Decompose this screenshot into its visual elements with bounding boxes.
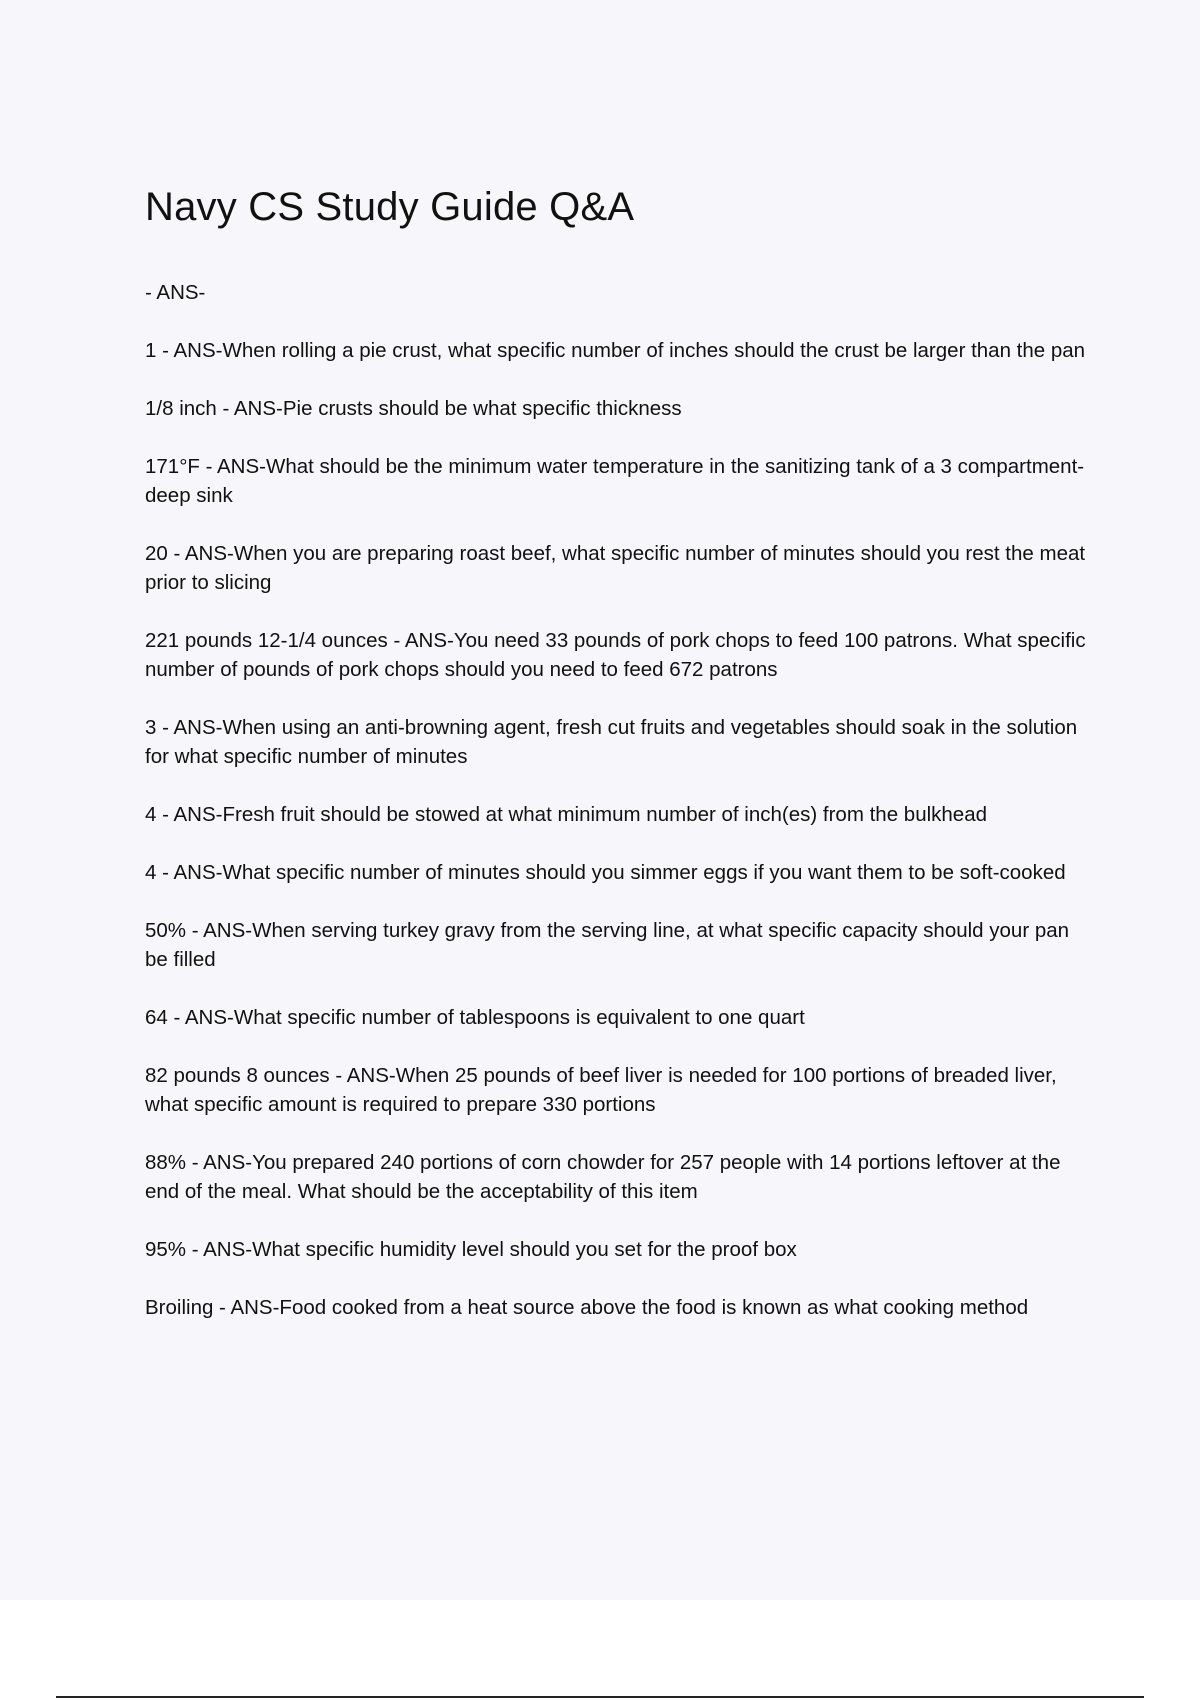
qa-item: 4 - ANS-What specific number of minutes should you simmer eggs if you want them to be soft-cooked	[145, 861, 1066, 884]
qa-item: 1/8 inch - ANS-Pie crusts should be what specific thickness	[145, 397, 682, 420]
qa-item: 64 - ANS-What specific number of tablespoons is equivalent to one quart	[145, 1006, 805, 1029]
qa-item: 82 pounds 8 ounces - ANS-When 25 pounds of beef liver is needed for 100 portions of breaded liver, what specific amount is required to prepare 330 portions	[145, 1064, 1057, 1116]
qa-item: - ANS-	[145, 281, 206, 304]
qa-item: 95% - ANS-What specific humidity level should you set for the proof box	[145, 1238, 797, 1261]
qa-item: 171°F - ANS-What should be the minimum water temperature in the sanitizing tank of a 3 compartment-deep sink	[145, 455, 1085, 507]
qa-item: 221 pounds 12-1/4 ounces - ANS-You need 33 pounds of pork chops to feed 100 patrons. What specific number of pounds of pork chops should you need to feed 672 patrons	[145, 629, 1086, 681]
qa-item: 3 - ANS-When using an anti-browning agent, fresh cut fruits and vegetables should soak in the solution for what specific number of minutes	[145, 716, 1078, 768]
qa-item: 50% - ANS-When serving turkey gravy from the serving line, at what specific capacity should your pan be filled	[145, 919, 1070, 971]
qa-item: Broiling - ANS-Food cooked from a heat source above the food is known as what cooking method	[145, 1296, 1029, 1319]
qa-list	[145, 278, 1095, 1351]
qa-item: 4 - ANS-Fresh fruit should be stowed at what minimum number of inch(es) from the bulkhead	[145, 803, 988, 826]
qa-item: 1 - ANS-When rolling a pie crust, what specific number of inches should the crust be larger than the pan	[145, 339, 1086, 362]
qa-item: 88% - ANS-You prepared 240 portions of corn chowder for 257 people with 14 portions leftover at the end of the meal. What should be the acceptability of this item	[145, 1151, 1061, 1203]
qa-item: 20 - ANS-When you are preparing roast beef, what specific number of minutes should you rest the meat prior to slicing	[145, 542, 1086, 594]
document-title: Navy CS Study Guide Q&A	[145, 185, 635, 229]
footer-divider	[56, 1696, 1144, 1698]
